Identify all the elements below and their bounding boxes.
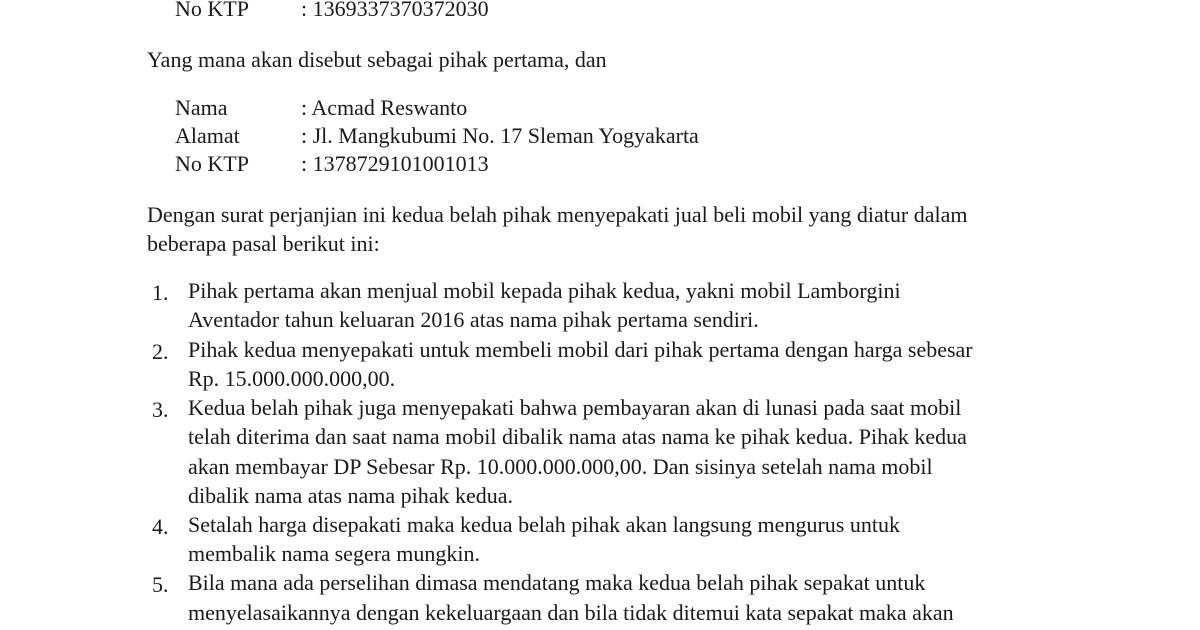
clause-number: 3.: [152, 397, 169, 422]
second-party-alamat-value: : Jl. Mangkubumi No. 17 Sleman Yogyakarta: [301, 123, 699, 148]
second-party-ktp-label: No KTP: [175, 151, 249, 176]
clause-line: dibalik nama atas nama pihak kedua.: [188, 483, 513, 508]
clause-line: Bila mana ada perselihan dimasa mendatang maka kedua belah pihak sepakat untuk: [188, 570, 926, 595]
second-party-intro: Yang mana akan disebut sebagai pihak pertama, dan: [147, 47, 607, 72]
clause-line: Pihak pertama akan menjual mobil kepada pihak kedua, yakni mobil Lamborgini: [188, 278, 901, 303]
clause-line: Setalah harga disepakati maka kedua belah pihak akan langsung mengurus untuk: [188, 512, 900, 537]
clause-number: 2.: [152, 339, 169, 364]
clause-line: Pihak kedua menyepakati untuk membeli mobil dari pihak pertama dengan harga sebesar: [188, 337, 973, 362]
first-party-ktp-label: No KTP: [175, 0, 249, 21]
second-party-ktp-value: : 1378729101001013: [301, 151, 489, 176]
clause-line: menyelasaikannya dengan kekeluargaan dan bila tidak ditemui kata sepakat maka akan: [188, 600, 954, 625]
agreement-intro-line: Dengan surat perjanjian ini kedua belah pihak menyepakati jual beli mobil yang diatur dalam: [147, 202, 968, 227]
first-party-ktp-value: : 1369337370372030: [301, 0, 489, 21]
clause-line: Rp. 15.000.000.000,00.: [188, 366, 396, 391]
clause-line: membalik nama segera mungkin.: [188, 541, 481, 566]
second-party-alamat-label: Alamat: [175, 123, 240, 148]
clause-line: Aventador tahun keluaran 2016 atas nama pihak pertama sendiri.: [188, 307, 759, 332]
clause-number: 1.: [152, 280, 169, 305]
second-party-nama-label: Nama: [175, 95, 228, 120]
clause-number: 4.: [152, 514, 169, 539]
clause-line: Kedua belah pihak juga menyepakati bahwa pembayaran akan di lunasi pada saat mobil: [188, 395, 962, 420]
clause-line: telah diterima dan saat nama mobil dibalik nama atas nama ke pihak kedua. Pihak kedua: [188, 424, 967, 449]
clause-number: 5.: [152, 572, 169, 597]
clause-line: akan membayar DP Sebesar Rp. 10.000.000.000,00. Dan sisinya setelah nama mobil: [188, 454, 933, 479]
agreement-intro-line: beberapa pasal berikut ini:: [147, 231, 380, 256]
second-party-nama-value: : Acmad Reswanto: [301, 95, 468, 120]
